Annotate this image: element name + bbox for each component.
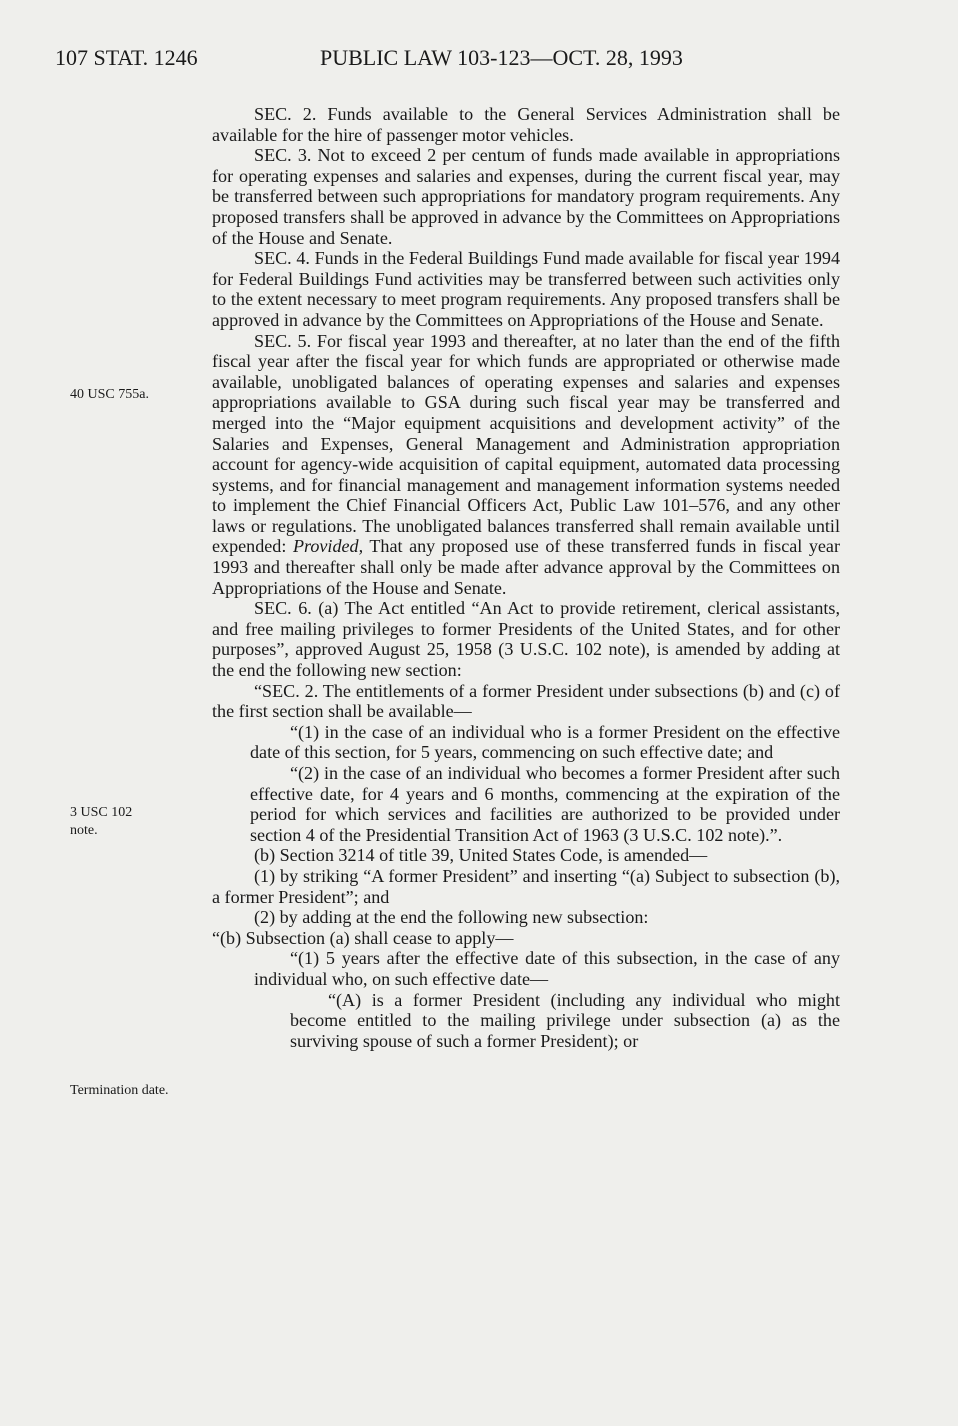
section-label: SEC. [254, 330, 292, 351]
section-4-paragraph: SEC. 4. Funds in the Federal Buildings Fund made available for fiscal year 1994 for Federal Buildings Fund activities may be transferred between such activities only to the extent necessary to meet program requirements. Any proposed transfers shall be approved in advance by the Committees on Appropriations of the House and Senate. [212, 248, 840, 330]
margin-note-3-usc: 3 USC 102 note. [70, 805, 133, 838]
section-label: SEC. [254, 104, 292, 124]
clause-b-1: “(1) 5 years after the effective date of this subsection, in the case of any individual who, on such effective date— [254, 948, 840, 989]
section-label: SEC. [254, 248, 292, 269]
subsection-b-paragraph: (b) Section 3214 of title 39, United States Code, is amended— [254, 845, 708, 866]
statute-reference: 107 STAT. 1246 [55, 45, 198, 70]
public-law-reference: PUBLIC LAW 103-123—OCT. 28, 1993 [320, 45, 683, 70]
margin-note-40-usc: 40 USC 755a. [70, 387, 149, 402]
striking-clause: (1) by striking “A former President” and inserting “(a) Subject to subsection (b), a former President”; and [212, 865, 840, 907]
section-label: “SEC. [254, 680, 300, 701]
clause-2: “(2) in the case of an individual who becomes a former President after such effective date, for 4 years and 6 months, commencing at the expiration of the period for which services and facilities are authorized to be provided under section 4 of the Presidential Transition Act of 1963 (3 U.S.C. 102 note).”. [250, 763, 840, 845]
section-label: SEC. [254, 598, 292, 619]
section-6-paragraph: SEC. 6. (a) The Act entitled “An Act to provide retirement, clerical assistants, and free mailing privileges to former Presidents of the United States, and for other purposes”, approved August 25, 1958 (3 U.S.C. 102 note), is amended by adding at the end the following new section: [212, 598, 840, 681]
new-subsection-b: “(b) Subsection (a) shall cease to apply— [212, 927, 514, 948]
margin-note-termination: Termination date. [70, 1083, 169, 1098]
section-5-paragraph: SEC. 5. For fiscal year 1993 and thereafter, at no later than the end of the fifth fiscal year after the fiscal year for which funds are appropriated or otherwise made available, unobligated balances of operating expenses and salaries and expenses appropriations available to GSA during such fiscal year may be transferred and merged into the “Major equipment acquisitions and development activity” of the Salaries and Expenses, General Management and Administration appropriation account for agency-wide acquisition of capital equipment, automated data processing systems, and for financial management and management information systems needed to implement the Chief Financial Officers Act, Public Law 101–576, and any other laws or regulations. The unobligated balances transferred shall remain available until expended: Provided, That any proposed use of these transferred funds in fiscal year 1993 and thereafter shall only be made after advance approval by the Committees on Appropriations of the House and Senate. [212, 330, 840, 598]
provided-italic: Provided, [292, 536, 364, 557]
clause-1: “(1) in the case of an individual who is a former President on the effective date of this section, for 5 years, commencing on such effective date; and [250, 721, 840, 763]
new-section-2-paragraph: “SEC. 2. The entitlements of a former President under subsections (b) and (c) of the first section shall be available— [212, 680, 840, 722]
adding-clause: (2) by adding at the end the following new subsection: [254, 907, 649, 928]
section-label: SEC. [254, 145, 292, 166]
section-3-paragraph: SEC. 3. Not to exceed 2 per centum of funds made available in appropriations for operating expenses and salaries and expenses, during the current fiscal year, may be transferred between such appropriations for mandatory program requirements. Any proposed transfers shall be approved in advance by the Committees on Appropriations of the House and Senate. [212, 145, 840, 248]
body-text [212, 104, 840, 1051]
clause-b-1-a: “(A) is a former President (including any individual who might become entitled to the mailing privilege under subsection (a) as the surviving spouse of such a former President); or [290, 989, 840, 1051]
section-2-paragraph: SEC. 2. Funds available to the General Services Administration shall be available for the hire of passenger motor vehicles. [212, 104, 840, 145]
